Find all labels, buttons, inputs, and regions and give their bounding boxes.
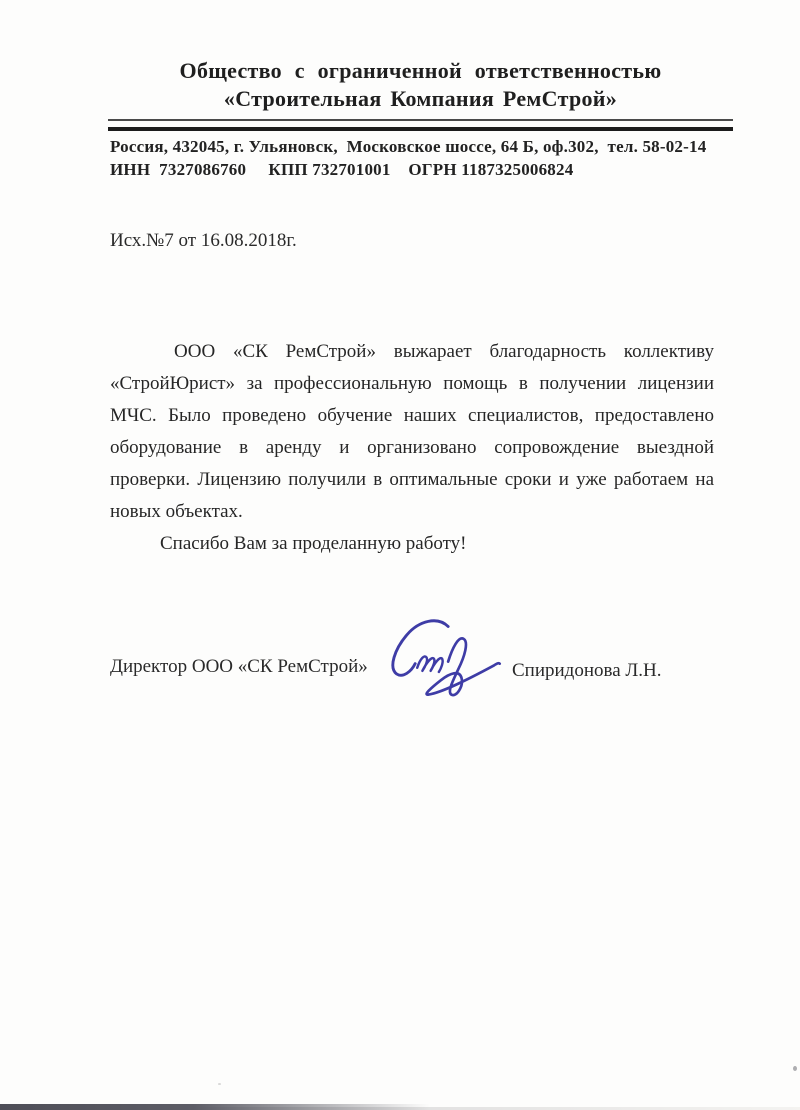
address-line: Россия, 432045, г. Ульяновск, Московское шоссе, 64 Б, оф.302, тел. 58-02-14 bbox=[110, 137, 707, 156]
signature-stroke-3 bbox=[427, 638, 500, 695]
scan-edge-dark-band bbox=[0, 1104, 430, 1110]
registration-line: ИНН 7327086760 КПП 732701001 ОГРН 1187325006824 bbox=[110, 160, 574, 179]
reference-number-line: Исх.№7 от 16.08.2018г. bbox=[110, 230, 297, 251]
scan-speck bbox=[793, 1066, 797, 1071]
signer-name: Спиридонова Л.Н. bbox=[512, 660, 662, 681]
letterhead-rule-thin bbox=[108, 119, 733, 121]
scan-speck bbox=[218, 1083, 221, 1085]
body-paragraph: ООО «СК РемСтрой» выжарает благодарность коллективу «СтройЮрист» за профессиональную помощь в получении лицензии МЧС. Было проведено обучение наших специалистов, предоставлено оборудование в аренду и организовано сопровождение выездной проверки. Лицензию получили в оптимальные сроки и уже работаем на новых объектах. bbox=[110, 341, 714, 522]
letter-body bbox=[110, 336, 714, 560]
closing-line: Спасибо Вам за проделанную работу! bbox=[160, 533, 467, 554]
signature-position-title: Директор ООО «СК РемСтрой» bbox=[110, 656, 368, 677]
handwritten-signature bbox=[376, 610, 510, 708]
signature-stroke-1 bbox=[393, 621, 448, 675]
org-name-line: «Строительная Компания РемСтрой» bbox=[223, 86, 618, 111]
org-type-line: Общество с ограниченной ответственностью bbox=[179, 58, 662, 83]
letterhead-rule-thick bbox=[108, 127, 733, 131]
signature-stroke-2 bbox=[417, 656, 442, 671]
